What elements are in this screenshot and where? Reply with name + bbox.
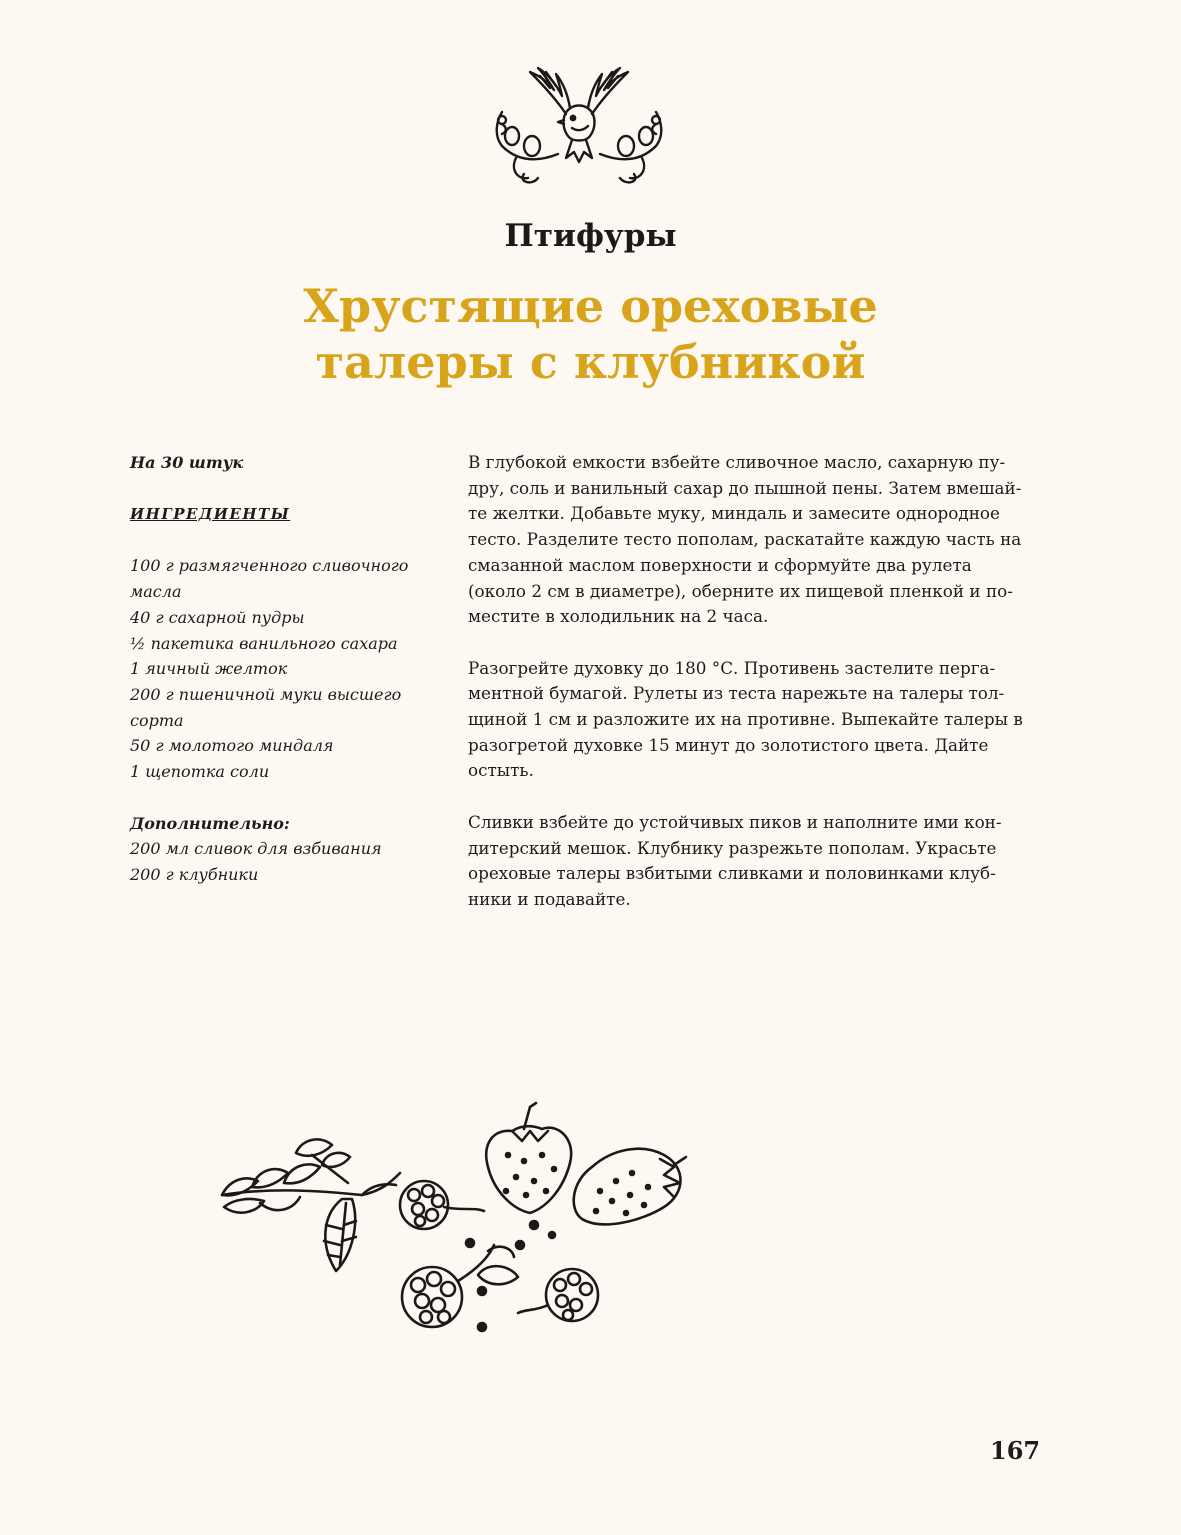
list-item: 100 г размягченного сливочного	[130, 556, 409, 576]
list-item: масла	[130, 582, 182, 602]
yield-text: На 30 штук	[130, 453, 244, 472]
recipe-title-line1: Хрустящие ореховые	[303, 279, 878, 333]
berries-illustration-icon	[212, 1095, 692, 1335]
instruction-step: Сливки взбейте до устойчивых пиков и наполните ими кон-дитерский мешок. Клубнику разрежьте пополам. Украсьте ореховые талеры взбитыми сливками и половинками клуб-ники и подавайте.	[468, 811, 1002, 909]
list-item: 200 г клубники	[130, 865, 259, 885]
list-item: 50 г молотого миндаля	[130, 736, 334, 756]
list-item: 1 щепотка соли	[130, 762, 270, 782]
ingredients-heading: ИНГРЕДИЕНТЫ	[130, 504, 291, 523]
ingredients-column	[130, 450, 430, 888]
list-item: 200 г пшеничной муки высшего	[130, 684, 402, 704]
instruction-step: Разогрейте духовку до 180 °С. Противень застелите перга-ментной бумагой. Рулеты из теста нарежьте на талеры тол-щиной 1 см и разложите их на противне. Выпекайте талеры в разогретой духовке 15 минут до золотистого цвета. Дайте остыть.	[468, 657, 1023, 781]
page-number: 167	[990, 1436, 1041, 1465]
recipe-title	[0, 278, 1181, 390]
list-item: 1 яичный желток	[130, 659, 288, 679]
extra-list	[130, 836, 430, 887]
list-item: 200 мл сливок для взбивания	[130, 839, 382, 859]
instruction-step: В глубокой емкости взбейте сливочное масло, сахарную пу-дру, соль и ванильный сахар до пышной пены. Затем вмешай-те желтки. Добавьте муку, миндаль и замесите однородное тесто. Разделите тесто пополам, раскатайте каждую часть на смазанной маслом поверхности и сформуйте два рулета (около 2 см в диаметре), оберните их пищевой пленкой и по-местите в холодильник на 2 часа.	[468, 452, 1022, 627]
ingredients-list	[130, 553, 430, 784]
extra-heading: Дополнительно:	[130, 813, 290, 833]
recipe-title-line2: талеры с клубникой	[315, 335, 866, 389]
list-item: сорта	[130, 710, 184, 730]
list-item: 40 г сахарной пудры	[130, 607, 305, 627]
bird-wreath-ornament-icon	[488, 62, 678, 192]
list-item: ½ пакетика ванильного сахара	[130, 633, 398, 653]
recipe-category: Птифуры	[504, 218, 677, 254]
instructions-column	[468, 450, 1033, 938]
